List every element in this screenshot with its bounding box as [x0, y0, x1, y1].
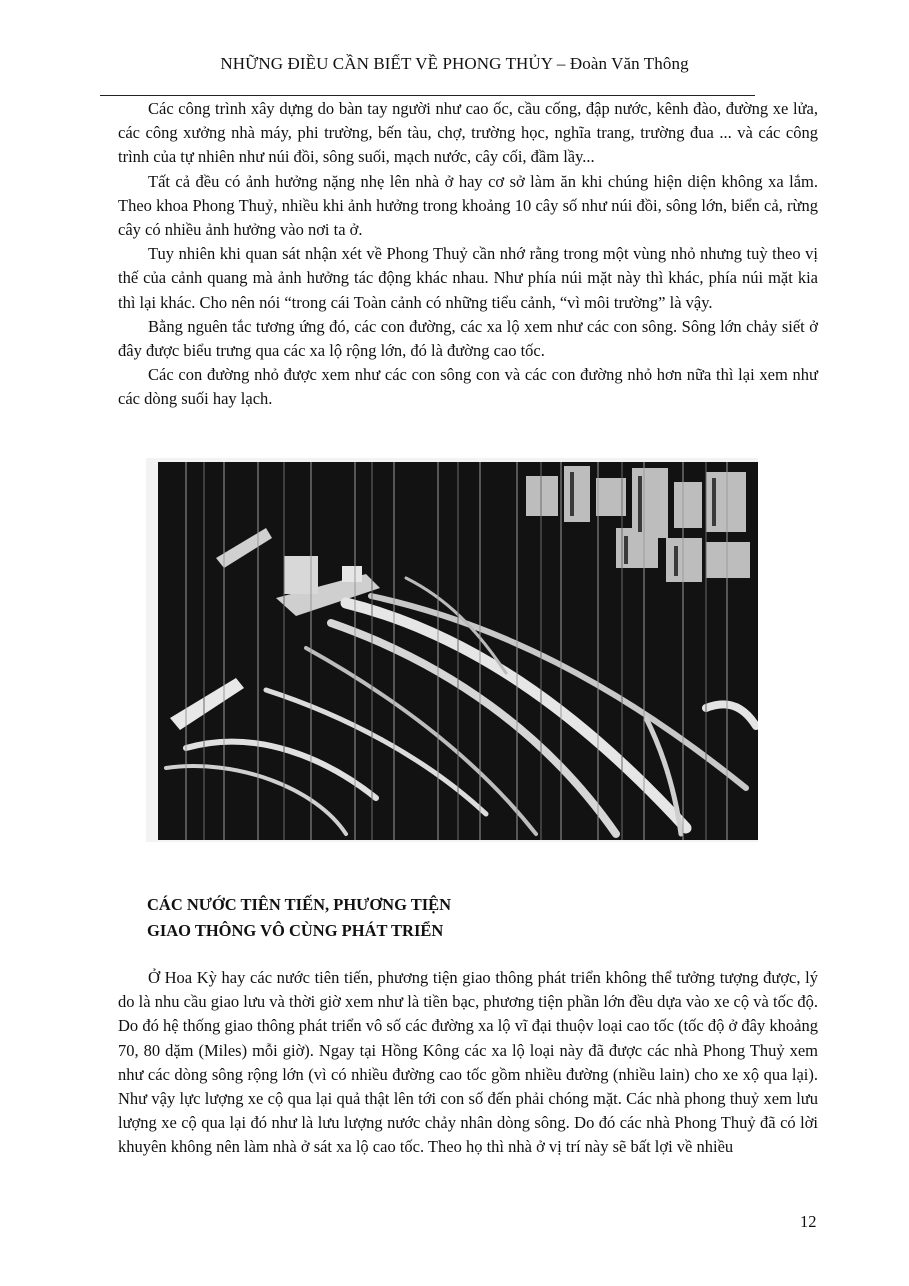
- highway-interchange-photo: [146, 458, 758, 842]
- body-text-top: [118, 97, 818, 412]
- section-heading-line-1: CÁC NƯỚC TIÊN TIẾN, PHƯƠNG TIỆN: [147, 895, 452, 914]
- paragraph: Tất cả đều có ảnh hưởng nặng nhẹ lên nhà ở hay cơ sở làm ăn khi chúng hiện diện không xa lắm. Theo khoa Phong Thuỷ, nhiều khi ảnh hưởng trong khoảng 10 cây số như núi đồi, sông lớn, biển cả, rừng cây có nhiều ảnh hưởng vào nơi ta ở.: [118, 171, 818, 240]
- paragraph: Ở Hoa Kỳ hay các nước tiên tiến, phương tiện giao thông phát triển không thể tưởng tượng được, lý do là nhu cầu giao lưu và thời giờ xem như là tiền bạc, phương tiện phần lớn đều dựa vào xe cộ và tốc độ. Do đó hệ thống giao thông phát triển vô số các đường xa lộ vĩ đại thuộv loại cao tốc (tốc độ ở đây khoảng 70, 80 dặm (Miles) mỗi giờ). Ngay tại Hồng Kông các xa lộ loại này đã được các nhà Phong Thuỷ xem như các dòng sông rộng lớn (vì có nhiều đường cao tốc gồm nhiều đường (nhiều lain) cho xe xộ qua lại). Như vậy lực lượng xe cộ qua lại quả thật lên tới con số đến phải chóng mặt. Các nhà phong thuỷ xem lưu lượng xe cộ qua lại đó như là lưu lượng nước chảy nhân dòng sông. Do đó các nhà Phong Thuỷ đã có lời khuyên không nên làm nhà ở sát xa lộ cao tốc. Theo họ thì nhà ở vị trí này sẽ bất lợi về nhiều: [118, 968, 818, 1157]
- paragraph: Bằng nguên tắc tương ứng đó, các con đường, các xa lộ xem như các con sông. Sông lớn chảy siết ở đây được biểu trưng qua các xa lộ rộng lớn, đó là đường cao tốc.: [118, 316, 818, 361]
- section-heading-line-2: GIAO THÔNG VÔ CÙNG PHÁT TRIỂN: [147, 921, 444, 940]
- header-divider: [100, 95, 755, 96]
- paragraph: Tuy nhiên khi quan sát nhận xét về Phong Thuỷ cần nhớ rằng trong một vùng nhỏ nhưng tuỳ theo vị thế của cảnh quang mà ảnh hưởng tác động khác nhau. Như phía núi mặt này thì khác, phía núi mặt kia thì lại khác. Cho nên nói “trong cái Toàn cảnh có những tiểu cảnh, “vì môi trường” là vậy.: [118, 244, 818, 312]
- paragraph: Các con đường nhỏ được xem như các con sông con và các con đường nhỏ hơn nữa thì lại xem như các dòng suối hay lạch.: [118, 365, 818, 409]
- body-text-bottom: [118, 966, 818, 1160]
- page-header: NHỮNG ĐIỀU CẦN BIẾT VỀ PHONG THỦY – Đoàn Văn Thông: [220, 54, 689, 73]
- section-heading: [147, 892, 451, 944]
- page-number: 12: [800, 1212, 817, 1231]
- paragraph: Các công trình xây dựng do bàn tay người như cao ốc, cầu cống, đập nước, kênh đào, đường xe lửa, các công xưởng nhà máy, phi trường, bến tàu, chợ, trường học, nghĩa trang, trường đua ... và các công trình của tự nhiên như núi đồi, sông suối, mạch nước, cây cối, đầm lầy...: [118, 99, 818, 167]
